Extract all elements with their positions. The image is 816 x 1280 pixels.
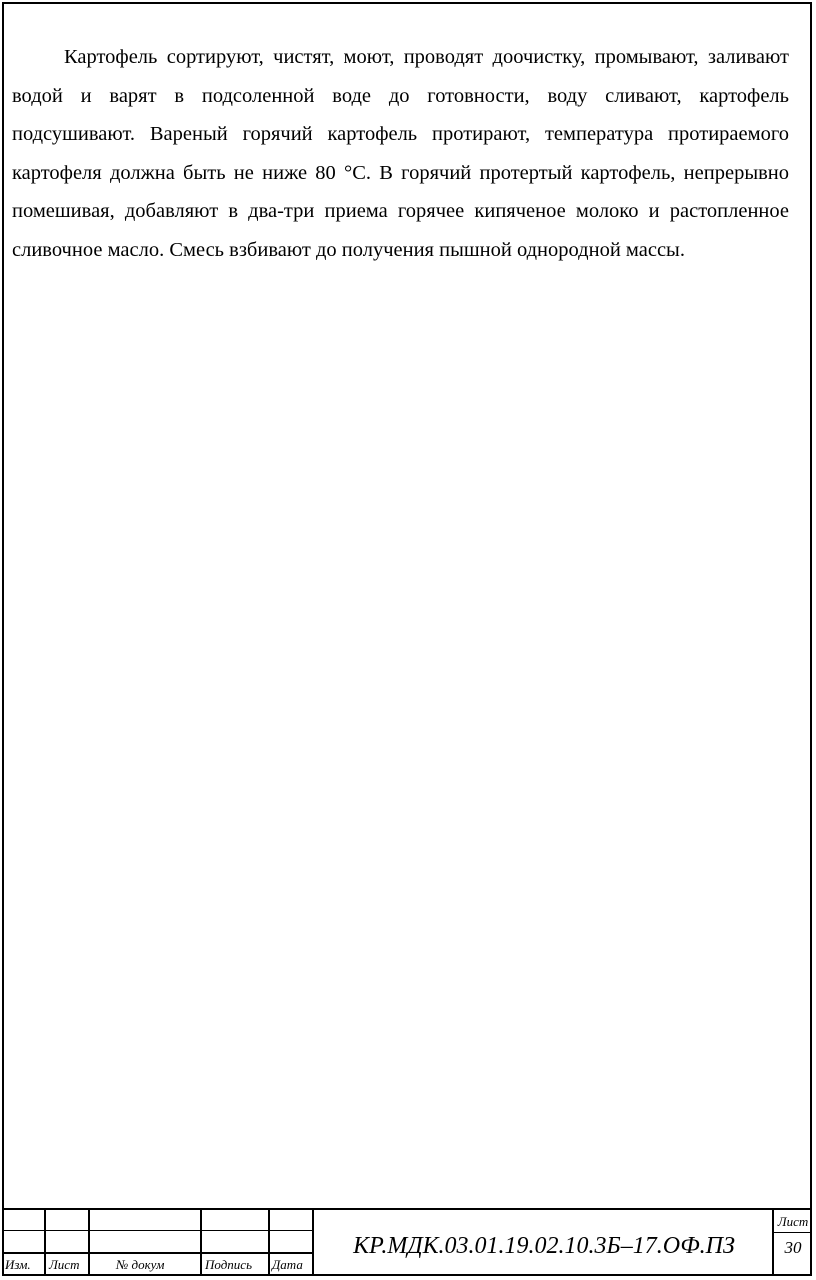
document-designation: КР.МДК.03.01.19.02.10.3Б–17.ОФ.ПЗ [353,1232,735,1259]
sheet-cell-divider [772,1232,812,1233]
sheet-number: 30 [784,1238,802,1257]
col-doc-no-label: № докум [116,1257,165,1272]
col-change-label: Изм. [5,1257,31,1272]
body-paragraph: Картофель сортируют, чистят, моют, проводят доочистку, промывают, заливают водой и варят в подсоленной воде до готовности, воду сливают, картофель подсушивают. Вареный горячий картофель протирают, температура протираемого картофеля должна быть не ниже 80 °С. В горячий протертый картофель, непрерывно помешивая, добавляют в два-три приема горячее кипяченое молоко и растопленное сливочное масло. Смесь взбивают до получения пышной однородной массы. [12,46,789,261]
col-signature-label: Подпись [205,1257,252,1272]
stamp-col-line-4 [268,1208,270,1276]
title-block-top-border [2,1208,812,1210]
stamp-col-line-2 [88,1208,90,1276]
stamp-col-line-3 [200,1208,202,1276]
stamp-col-line-1 [44,1208,46,1276]
sheet-label: Лист [777,1214,809,1229]
col-date-label: Дата [272,1257,303,1272]
col-sheet-label: Лист [49,1257,80,1272]
title-block [2,1208,812,1276]
